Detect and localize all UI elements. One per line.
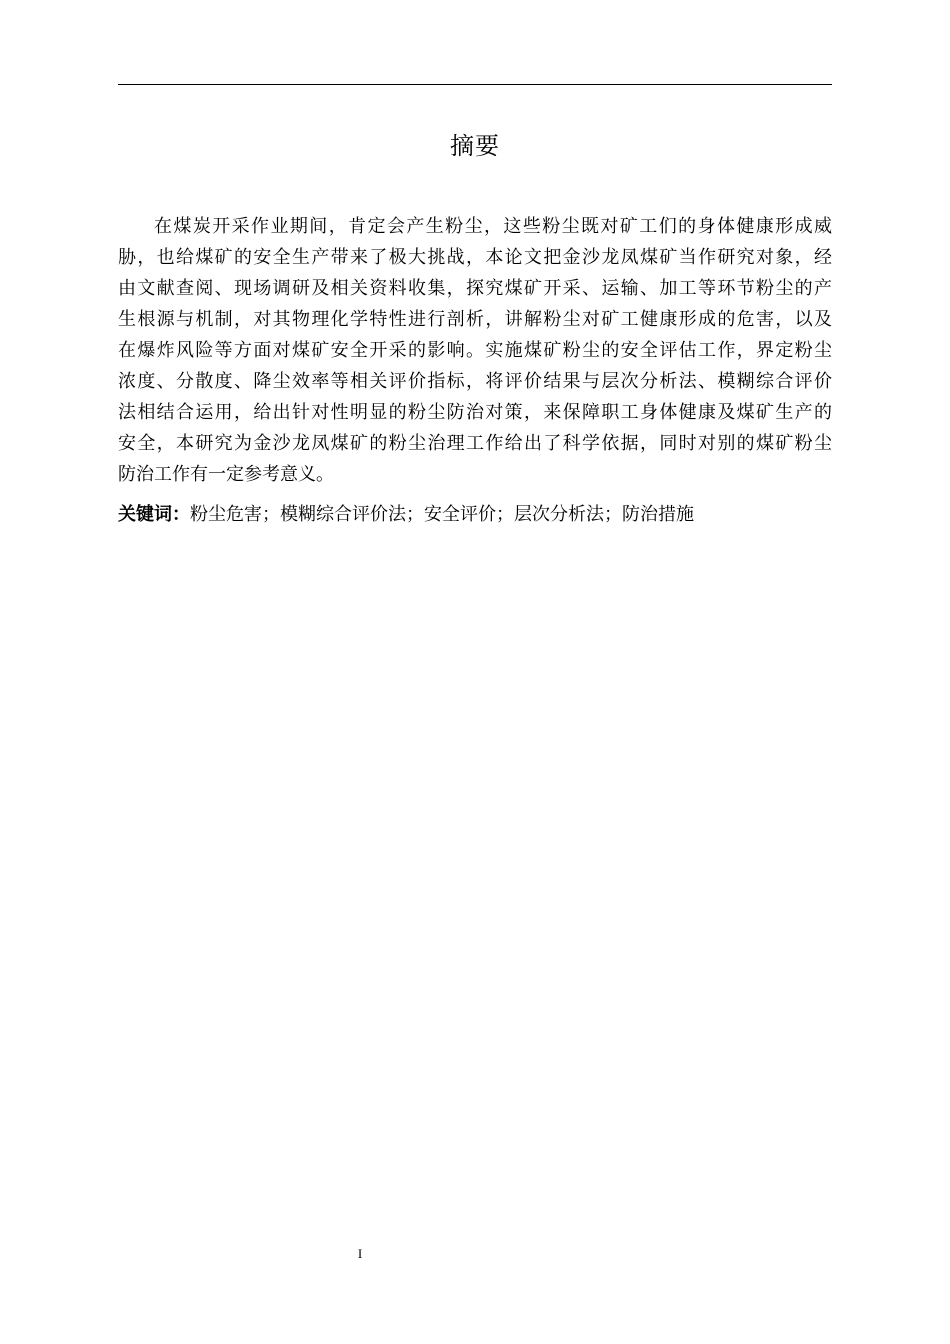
page-number: I [357, 1246, 363, 1261]
keywords [118, 501, 832, 529]
abstract-line: 在煤炭开采作业期间，肯定会产生粉尘，这些粉尘既对矿工们的身体健康形成威 [154, 216, 832, 237]
abstract-line: 由文献查阅、现场调研及相关资料收集，探究煤矿开采、运输、加工等环节粉尘的产 [118, 278, 832, 299]
keywords-text: 粉尘危害；模糊综合评价法；安全评价；层次分析法；防治措施 [190, 504, 694, 525]
abstract-line: 在爆炸风险等方面对煤矿安全开采的影响。实施煤矿粉尘的安全评估工作，界定粉尘 [118, 340, 832, 361]
abstract-line: 胁，也给煤矿的安全生产带来了极大挑战，本论文把金沙龙凤煤矿当作研究对象，经 [118, 247, 832, 268]
abstract-line: 防治工作有一定参考意义。 [118, 464, 334, 485]
abstract-body [118, 211, 832, 490]
header-rule [118, 84, 832, 85]
abstract-line: 安全，本研究为金沙龙凤煤矿的粉尘治理工作给出了科学依据，同时对别的煤矿粉尘 [118, 433, 832, 454]
keywords-label: 关键词： [118, 504, 190, 525]
abstract-line: 法相结合运用，给出针对性明显的粉尘防治对策，来保障职工身体健康及煤矿生产的 [118, 402, 832, 423]
page-title: 摘要 [450, 132, 500, 160]
abstract-line: 浓度、分散度、降尘效率等相关评价指标，将评价结果与层次分析法、模糊综合评价 [118, 371, 832, 392]
abstract-line: 生根源与机制，对其物理化学特性进行剖析，讲解粉尘对矿工健康形成的危害，以及 [118, 309, 832, 330]
